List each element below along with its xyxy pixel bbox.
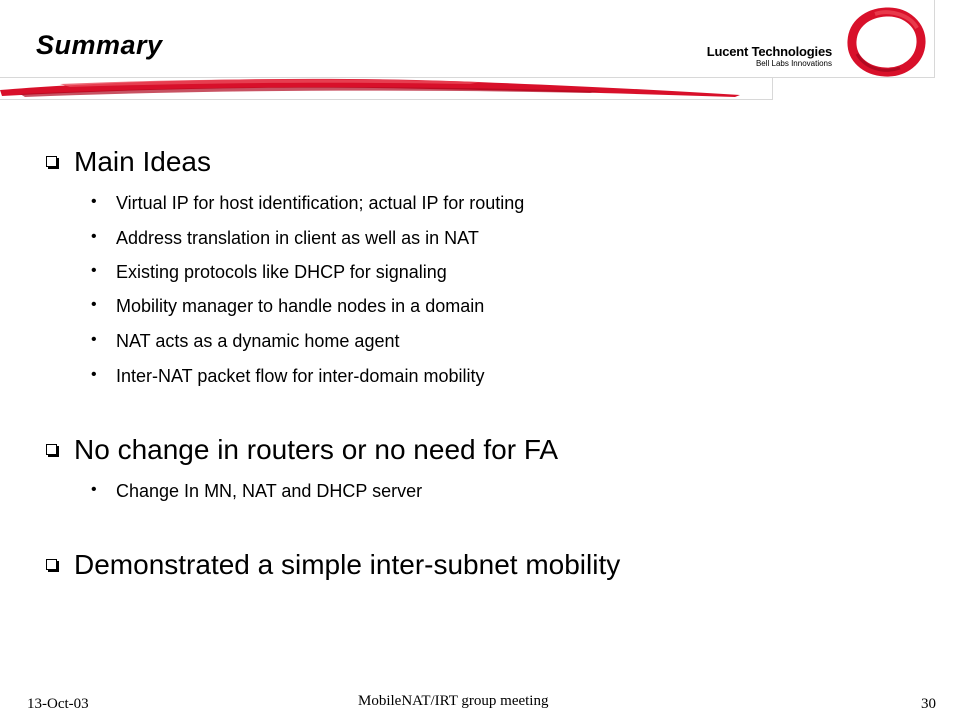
sub-bullet-text: Mobility manager to handle nodes in a domain [116,296,485,316]
bullet-no-change [46,434,558,466]
slide-title: Summary [36,30,163,60]
footer-date: 13-Oct-03 [27,696,89,712]
red-brush-stroke [0,72,760,102]
sub-bullet [91,193,524,214]
logo-name: Lucent Technologies [706,44,832,59]
bullet-text: Demonstrated a simple inter-subnet mobility [74,549,621,580]
dot-bullet-icon: • [91,331,97,348]
footer-meeting: MobileNAT/IRT group meeting [358,693,549,709]
bullet-main-ideas [46,146,211,178]
sub-bullet [91,262,447,283]
sub-bullet-text: Inter-NAT packet flow for inter-domain mobility [116,366,485,386]
sub-bullet [91,331,399,352]
checkbox-bullet-icon [46,156,57,167]
sub-bullet [91,481,422,502]
dot-bullet-icon: • [91,366,97,383]
sub-bullet-text: Existing protocols like DHCP for signaling [116,262,447,282]
footer-page-number: 30 [921,696,936,712]
lucent-ring-icon [845,6,927,78]
dot-bullet-icon: • [91,193,97,210]
dot-bullet-icon: • [91,481,97,498]
bullet-text: Main Ideas [74,146,211,177]
sub-bullet-text: Change In MN, NAT and DHCP server [116,481,423,501]
sub-bullet-text: NAT acts as a dynamic home agent [116,331,400,351]
checkbox-bullet-icon [46,444,57,455]
dot-bullet-icon: • [91,262,97,279]
sub-bullet-text: Virtual IP for host identification; actual IP for routing [116,193,525,213]
bullet-demonstrated [46,549,620,581]
checkbox-bullet-icon [46,559,57,570]
bullet-text: No change in routers or no need for FA [74,434,559,465]
dot-bullet-icon: • [91,296,97,313]
sub-bullet [91,228,479,249]
sub-bullet [91,366,484,387]
logo-tagline: Bell Labs Innovations [755,59,832,68]
sub-bullet [91,296,484,317]
dot-bullet-icon: • [91,228,97,245]
company-logo-text [697,45,832,69]
sub-bullet-text: Address translation in client as well as in NAT [116,228,479,248]
